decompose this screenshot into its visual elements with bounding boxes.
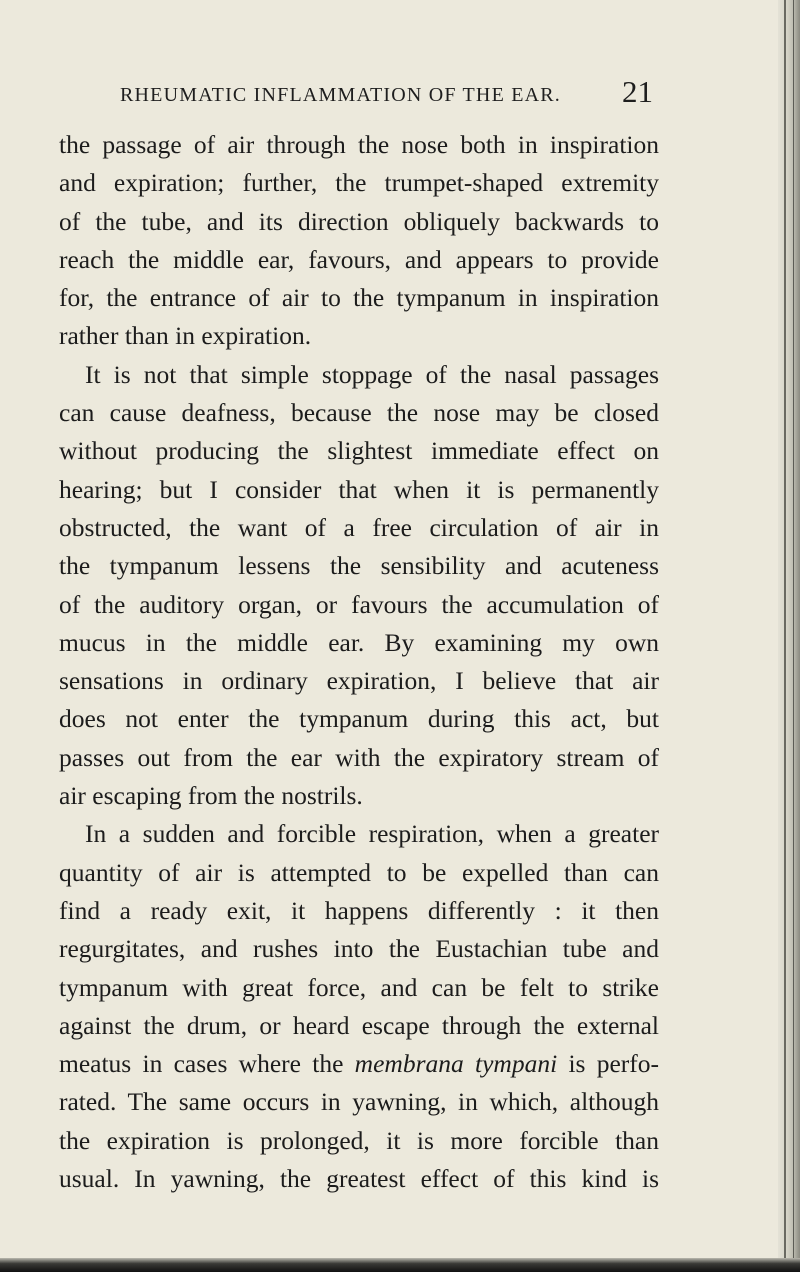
text-segment: is perfo- [568,1049,660,1079]
text-line: regurgitates, and rushes into the Eustachian tube and [59,934,659,964]
text-line: quantity of air is attempted to be expelled than can [59,857,659,887]
text-line: rated. The same occurs in yawning, in which, although [59,1087,659,1117]
text-line: does not enter the tympanum during this act, but [59,704,659,734]
text-line: of the auditory organ, or favours the accumulation of [59,589,659,619]
spine-edge-line [784,0,786,1272]
spine-edge-line-outer [793,0,794,1272]
text-line: obstructed, the want of a free circulation of air in [59,512,659,542]
text-line: the expiration is prolonged, it is more forcible than [59,1125,659,1155]
text-line: passes out from the ear with the expiratory stream of [59,742,659,772]
page-header [0,74,800,118]
body-text [59,126,659,1198]
book-spine-shadow [778,0,800,1272]
text-line: mucus in the middle ear. By examining my own [59,627,659,657]
running-title: RHEUMATIC INFLAMMATION OF THE EAR. [120,84,561,106]
text-line: rather than in expiration. [59,321,312,351]
text-line: tympanum with great force, and can be felt to strike [59,972,659,1002]
text-line: without producing the slightest immediate effect on [59,436,659,466]
text-line: and expiration; further, the trumpet-shaped extremity [59,168,659,198]
italic-term: membrana tympani [354,1049,558,1079]
text-line: hearing; but I consider that when it is permanently [59,474,659,504]
text-line: for, the entrance of air to the tympanum in inspiration [59,283,659,313]
text-line: the tympanum lessens the sensibility and acuteness [59,551,659,581]
text-line: It is not that simple stoppage of the nasal passages [85,359,659,389]
text-line: air escaping from the nostrils. [59,781,363,811]
text-line: the passage of air through the nose both in inspiration [59,130,659,159]
text-line: sensations in ordinary expiration, I believe that air [59,666,659,696]
text-line: find a ready exit, it happens differently : it then [59,895,659,925]
text-segment: meatus in cases where the [59,1049,344,1079]
text-line: can cause deafness, because the nose may be closed [59,398,659,428]
text-line: reach the middle ear, favours, and appears to provide [59,244,659,274]
page-bottom-edge [0,1258,800,1272]
text-line: In a sudden and forcible respiration, when a greater [85,819,659,849]
page-number: 21 [622,74,653,109]
text-line: usual. In yawning, the greatest effect of this kind is [59,1164,659,1194]
text-line: of the tube, and its direction obliquely backwards to [59,206,659,236]
text-line-with-italic [59,1045,659,1083]
text-line: against the drum, or heard escape through the external [59,1010,659,1040]
